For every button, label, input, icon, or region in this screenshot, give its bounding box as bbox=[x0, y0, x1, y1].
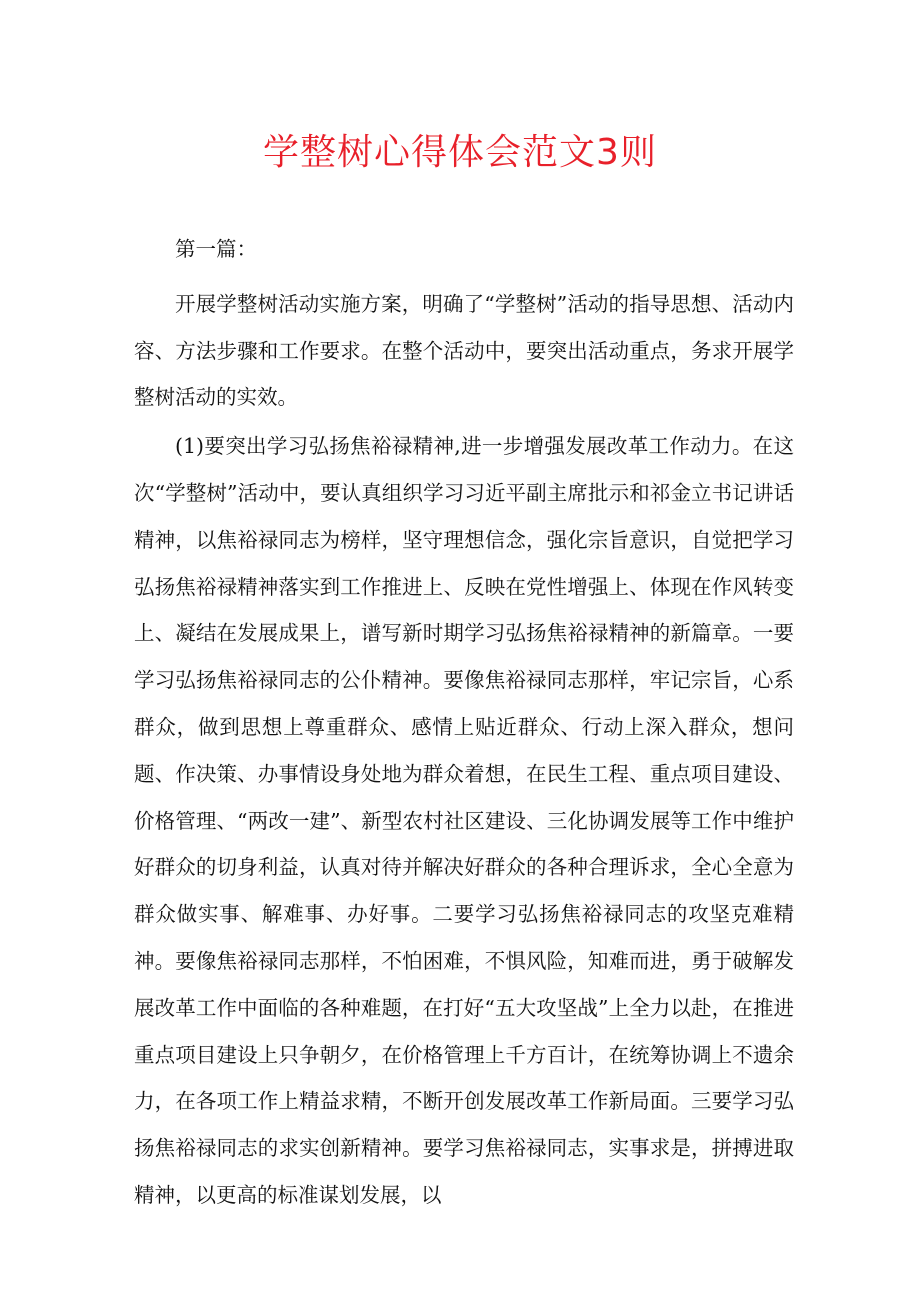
paragraph-point-1: (1)要突出学习弘扬焦裕禄精神,进一步增强发展改革工作动力。在这次“学整树”活动中，要认真组织学习习近平副主席批示和祁金立书记讲话精神，以焦裕禄同志为榜样，坚守理想信念，强化宗旨意识，自觉把学习弘扬焦裕禄精神落实到工作推进上、反映在党性增强上、体现在作风转变上、凝结在发展成果上，谱写新时期学习弘扬焦裕禄精神的新篇章。一要学习弘扬焦裕禄同志的公仆精神。要像焦裕禄同志那样，牢记宗旨，心系群众，做到思想上尊重群众、感情上贴近群众、行动上深入群众，想问题、作决策、办事情设身处地为群众着想，在民生工程、重点项目建设、价格管理、“两改一建”、新型农村社区建设、三化协调发展等工作中维护好群众的切身利益，认真对待并解决好群众的各种合理诉求，全心全意为群众做实事、解难事、办好事。二要学习弘扬焦裕禄同志的攻坚克难精神。要像焦裕禄同志那样，不怕困难，不惧风险，知难而进，勇于破解发展改革工作中面临的各种难题，在打好“五大攻坚战”上全力以赴，在推进重点项目建设上只争朝夕，在价格管理上千方百计，在统筹协调上不遗余力，在各项工作上精益求精，不断开创发展改革工作新局面。三要学习弘扬焦裕禄同志的求实创新精神。要学习焦裕禄同志，实事求是，拼搏进取精神，以更高的标准谋划发展，以 bbox=[134, 434, 794, 1207]
paragraph-intro: 开展学整树活动实施方案，明确了“学整树”活动的指导思想、活动内容、方法步骤和工作要求。在整个活动中，要突出活动重点，务求开展学整树活动的实效。 bbox=[134, 291, 794, 410]
document-body bbox=[134, 226, 794, 1221]
document-title: 学整树心得体会范文3则 bbox=[263, 132, 657, 173]
section-label: 第一篇： bbox=[175, 237, 257, 261]
